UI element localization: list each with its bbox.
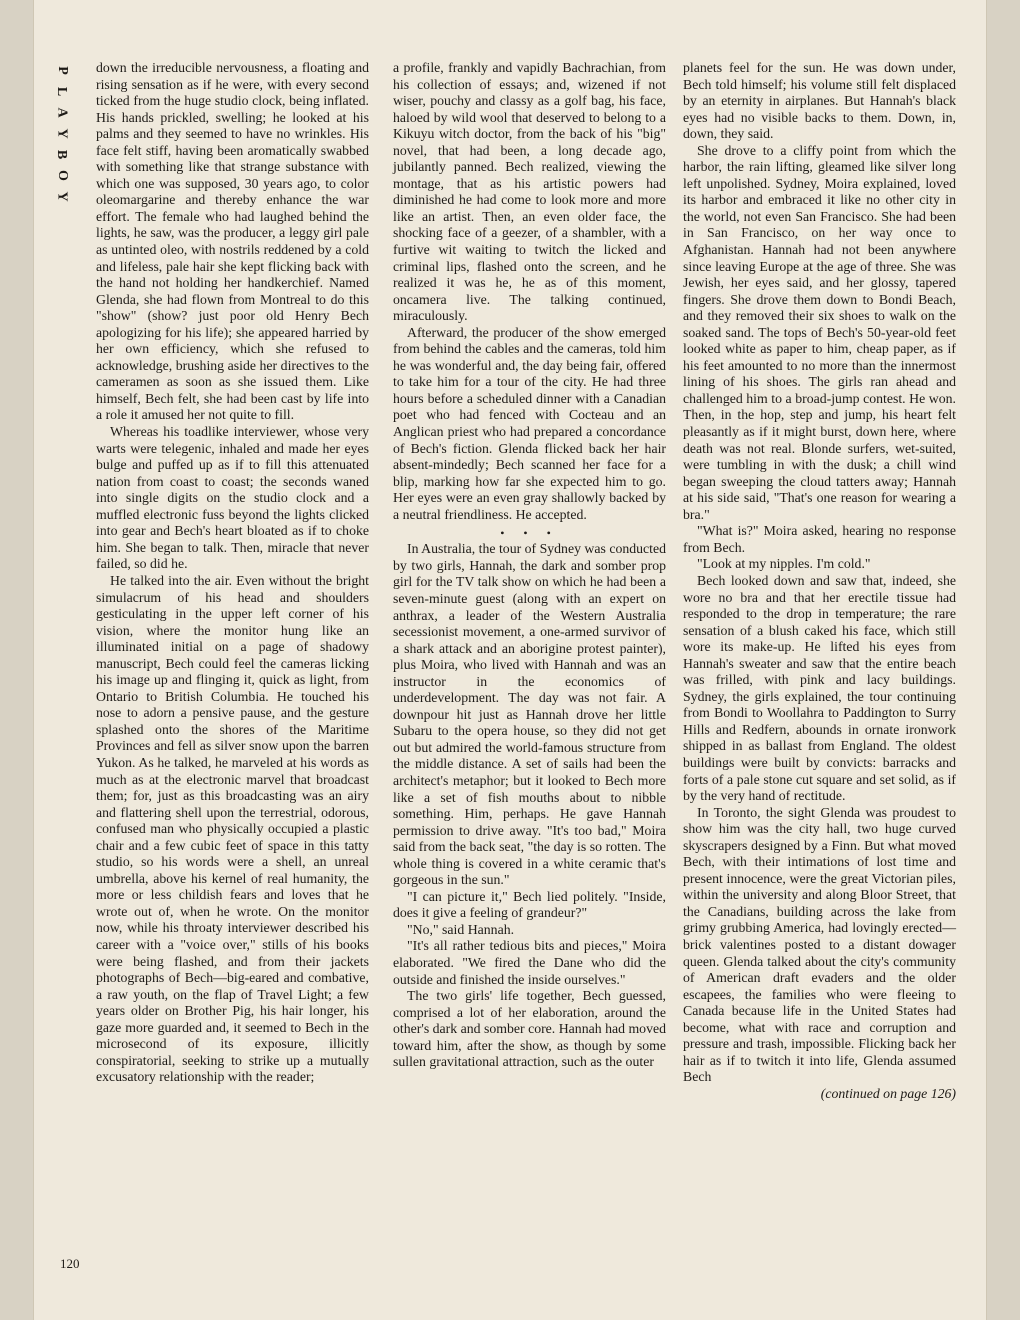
masthead-letter: O (54, 170, 70, 181)
paragraph: He talked into the air. Even without the bright simulacrum of his head and shoulders gesticulating in the upper left corner of his vision, where the monitor hung like an illuminated initial on a page of shadowy manuscript, Bech could feel the cameras licking his image up and flinging it, quick as light, from Ontario to British Columbia. He touched his nose to adorn a pensive pause, and the gesture splashed onto the shores of the Maritime Provinces and fell as silver snow upon the barren Yukon. As he talked, he marveled at his words as much as at the electronic marvel that broadcast them; for, just as this broadcasting was an airy and flattering shell upon the terrestrial, odorous, confused man who physically occupied a plastic chair and a few cubic feet of space in this tatty studio, so his words were a shell, an unreal umbrella, above his kernel of real humanity, the more or less childish fears and loves that he wrote out of, when he wrote. On the monitor now, while his throaty interviewer described his career with a "voice over," stills of his books were being flashed, and from their jackets photographs of Bech—big-eared and combative, a raw youth, on the flap of Travel Light; a few years older on Brother Pig, his hair longer, his gaze more guarded and, it seemed to Bech in the microsecond of its exposure, illicitly conspiratorial, seeking to strike up a mutually excusatory relationship with the reader; (96, 572, 369, 1085)
masthead-playboy (50, 60, 74, 207)
masthead-letter: L (54, 86, 70, 97)
masthead-letter: P (54, 66, 70, 75)
paragraph: Bech looked down and saw that, indeed, she wore no bra and that her erectile tissue had responded to the drop in temperature; the rare sensation of a blush caked his face, which still wore its make-up. He lifted his eyes from Hannah's sweater and saw that the entire beach was frilled, with pink and lacy buildings. Sydney, the girls explained, the tour continuing from Bondi to Woollahra to Paddington to Surry Hills and Redfern, abounds in ornate ironwork shipped in as ballast from England. The oldest buildings were built by convicts: barracks and forts of a pale stone cut square and set solid, as if by the very hand of rectitude. (683, 572, 956, 804)
masthead-letter: A (54, 107, 70, 118)
masthead-letter: B (54, 149, 70, 160)
paragraph: The two girls' life together, Bech guessed, comprised a lot of her elaboration, around the other's dark and somber core. Hannah had moved toward him, after the show, as though by some sullen gravitational attraction, such as the outer (393, 988, 666, 1070)
masthead-letter: Y (54, 128, 70, 139)
paragraph: She drove to a cliffy point from which the harbor, the rain lifting, gleamed like silver long left unpolished. Sydney, Moira explained, loved its harbor and embraced it like no other city in the world, not even San Francisco. She had been in San Francisco, on her way once to Afghanistan. Hannah had not been anywhere since leaving Europe at the age of three. She was Jewish, her eyes said, and her glossy, tapered fingers. She drove them down to Bondi Beach, and they removed their six shoes to walk on the soaked sand. The tops of Bech's 50-year-old feet looked white as paper to him, cheap paper, as if his feet amounted to no more than the innermost lining of his shoes. The girls ran ahead and challenged him to a broad-jump contest. He won. Then, in the hop, step and jump, his heart felt pleasantly as if it might burst, down here, where death was not real. Blonde surfers, wet-suited, were tumbling in with the dusk; a chill wind began sweeping the cloud tatters away; Hannah at his side said, "That's one reason for wearing a bra." (683, 142, 956, 522)
paragraph: "I can picture it," Bech lied politely. "Inside, does it give a feeling of grandeur?" (393, 888, 666, 921)
paragraph: down the irreducible nervousness, a floating and rising sensation as if he were, with every second ticked from the huge studio clock, being inflated. His hands prickled, swelling; he looked at his palms and they seemed to have no wrinkles. His face felt stiff, having been aromatically swabbed with something like that strange substance with which one was supposed, 30 years ago, to color oleomargarine and thereby enhance the war effort. The female who had laughed behind the lights, he saw, was the producer, a leggy girl pale as untinted oleo, with nostrils reddened by a cold and lifeless, pale hair she kept flicking back with the hand not holding her handkerchief. Named Glenda, she had flown from Montreal to do this "show" (show? just poor old Henry Bech apologizing for his life); she appeared harried by her own efficiency, which she refused to acknowledge, brushing aside her directives to the cameramen as soon as she issued them. Like himself, Bech felt, she had been cast by life into a role it amused her not quite to fill. (96, 60, 369, 423)
section-separator: • • • (500, 526, 559, 541)
paragraph: planets feel for the sun. He was down under, Bech told himself; his volume still felt displaced by an eternity in airplanes. But Hannah's black eyes had no visible backs to them. Down, in, down, they said. (683, 60, 956, 142)
paragraph: "No," said Hannah. (407, 921, 515, 937)
text-column-3 (683, 60, 956, 1102)
paragraph: "It's all rather tedious bits and pieces," Moira elaborated. "We fired the Dane who did the outside and finished the inside ourselves." (393, 938, 666, 987)
masthead-letter: Y (54, 191, 70, 202)
paragraph: In Australia, the tour of Sydney was conducted by two girls, Hannah, the dark and somber prop girl for the TV talk show on which he had been a seven-minute guest (along with an expert on anthrax, a leader of the Western Australia secessionist movement, a one-armed survivor of a shark attack and an aborigine protest painter), plus Moira, who lived with Hannah and was an instructor in the economics of underdevelopment. The day was not fair. A downpour hit just as Hannah drove her little Subaru to the opera house, so they did not get out but admired the world-famous structure from the middle distance. A set of sails had been the architect's metaphor; but it looked to Bech more like a set of fish mouths about to nibble something. Him, perhaps. He gave Hannah permission to drive away. "It's too bad," Moira said from the back seat, "the day is so rotten. The whole thing is covered in a white ceramic that's gorgeous in the sun." (393, 541, 667, 888)
paragraph: Afterward, the producer of the show emerged from behind the cables and the cameras, told him he was wonderful and, the day being fair, offered to take him for a tour of the city. He had three hours before a scheduled dinner with a Canadian poet who had fenced with Cocteau and an Anglican priest who had prepared a concordance of Bech's fiction. Glenda flicked back her hair absent-mindedly; Bech scanned her face for a blip, marking how far she expected him to go. Her eyes were an even gray shallowly backed by a neutral friendliness. He accepted. (393, 324, 666, 522)
continued-note: (continued on page 126) (820, 1085, 956, 1101)
paragraph: Whereas his toadlike interviewer, whose very warts were telegenic, inhaled and made her eyes bulge and puffed up as if to fill this attenuated nation from coast to coast; the seconds waned into single digits on the studio clock and a muffled electronic fuss beyond the lights clicked into gear and Bech's heart bloated as if to choke him. She began to talk. Then, miracle that never failed, so did he. (96, 424, 369, 572)
paragraph: a profile, frankly and vapidly Bachrachian, from his collection of essays; and, wizened if not wiser, pouchy and classy as a golf bag, his face, haloed by wild wool that deserved to belong to a Kikuyu witch doctor, from the back of his "big" novel, that had been, a long decade ago, jubilantly panned. Bech realized, viewing the montage, that as his artistic powers had diminished he had come to look more and more like an artist. Then, an even older face, the shocking face of a geezer, of a shambler, with a furtive wit waiting to twitch the licked and criminal lips, flashed onto the screen, and he realized it was he, he as of this moment, oncamera live. The talking continued, miraculously. (393, 60, 666, 324)
magazine-page (34, 0, 986, 1320)
text-column-2 (393, 60, 666, 1071)
paragraph: In Toronto, the sight Glenda was proudest to show him was the city hall, two huge curved skyscrapers designed by a Finn. But what moved Bech, with their intimations of lost time and present innocence, were the great Victorian piles, within the university and along Bloor Street, that the Canadians, building across the lake from grimy grubbing America, had lovingly erected—brick valentines posted to a distant dowager queen. Glenda talked about the city's community of American draft evaders and the older escapees, the families who were fleeing to Canada because life in the United States had become, what with race and corruption and pressure and trash, impossible. Flicking back her hair as if to twitch it into life, Glenda assumed Bech (683, 804, 956, 1085)
page-number: 120 (60, 1256, 80, 1271)
paragraph: "Look at my nipples. I'm cold." (697, 556, 871, 572)
paragraph: "What is?" Moira asked, hearing no response from Bech. (683, 523, 956, 555)
text-column-1 (96, 60, 369, 1086)
